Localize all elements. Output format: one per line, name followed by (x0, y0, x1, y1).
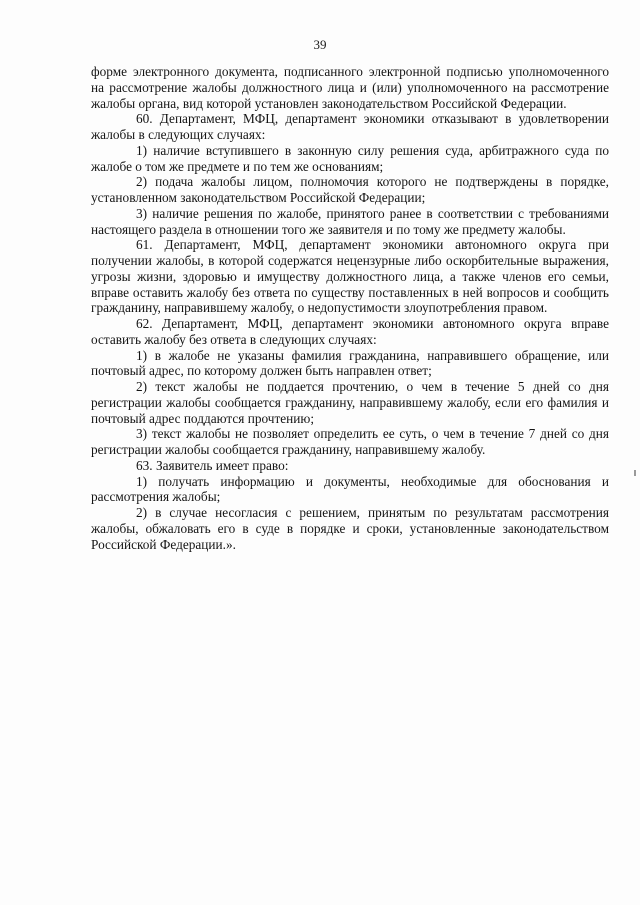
scan-artifact-mark (634, 470, 636, 476)
paragraph-item-63-2: 2) в случае несогласия с решением, принятым по результатам рассмотрения жалобы, обжаловать его в суде в порядке и сроки, установленные законодательством Российской Федерации.». (91, 505, 609, 552)
paragraph-item-60: 60. Департамент, МФЦ, департамент экономики отказывают в удовлетворении жалобы в следующих случаях: (91, 111, 609, 142)
paragraph-item-62-1: 1) в жалобе не указаны фамилия гражданина, направившего обращение, или почтовый адрес, по которому должен быть направлен ответ; (91, 347, 609, 379)
paragraph-item-60-3: 3) наличие решения по жалобе, принятого ранее в соответствии с требованиями настоящего раздела в отношении того же заявителя и по тому же предмету жалобы. (91, 205, 609, 237)
paragraph-item-63: 63. Заявитель имеет право: (136, 457, 289, 473)
paragraph-item-62-3: 3) текст жалобы не позволяет определить ее суть, о чем в течение 7 дней со дня регистрации жалобы сообщается гражданину, направившему жалобу. (91, 426, 609, 457)
paragraph-item-62: 62. Департамент, МФЦ, департамент экономики автономного округа вправе оставить жалобу без ответа в следующих случаях: (91, 316, 609, 347)
page-number: 39 (313, 37, 327, 52)
paragraph-item-62-2: 2) текст жалобы не поддается прочтению, о чем в течение 5 дней со дня регистрации жалобы сообщается гражданину, направившему жалобу, если его фамилия и почтовый адрес поддаются прочтению; (91, 379, 609, 426)
paragraph-continuation: форме электронного документа, подписанного электронной подписью уполномоченного на рассмотрение жалобы должностного лица и (или) уполномоченного на рассмотрение жалобы органа, вид которой установлен законодательством Российской Федерации. (91, 64, 609, 111)
document-body (91, 64, 609, 552)
paragraph-item-60-1: 1) наличие вступившего в законную силу решения суда, арбитражного суда по жалобе о том же предмете и по тем же основаниям; (91, 142, 609, 174)
paragraph-item-60-2: 2) подача жалобы лицом, полномочия которого не подтверждены в порядке, установленном законодательством Российской Федерации; (91, 174, 609, 205)
paragraph-item-63-1: 1) получать информацию и документы, необходимые для обоснования и рассмотрения жалобы; (91, 473, 609, 505)
paragraph-item-61: 61. Департамент, МФЦ, департамент экономики автономного округа при получении жалобы, в которой содержатся нецензурные либо оскорбительные выражения, угрозы жизни, здоровью и имуществу должностного лица, а также членов его семьи, вправе оставить жалобу без ответа по существу поставленных в ней вопросов и сообщить гражданину, направившему жалобу, о недопустимости злоупотребления правом. (91, 237, 609, 316)
